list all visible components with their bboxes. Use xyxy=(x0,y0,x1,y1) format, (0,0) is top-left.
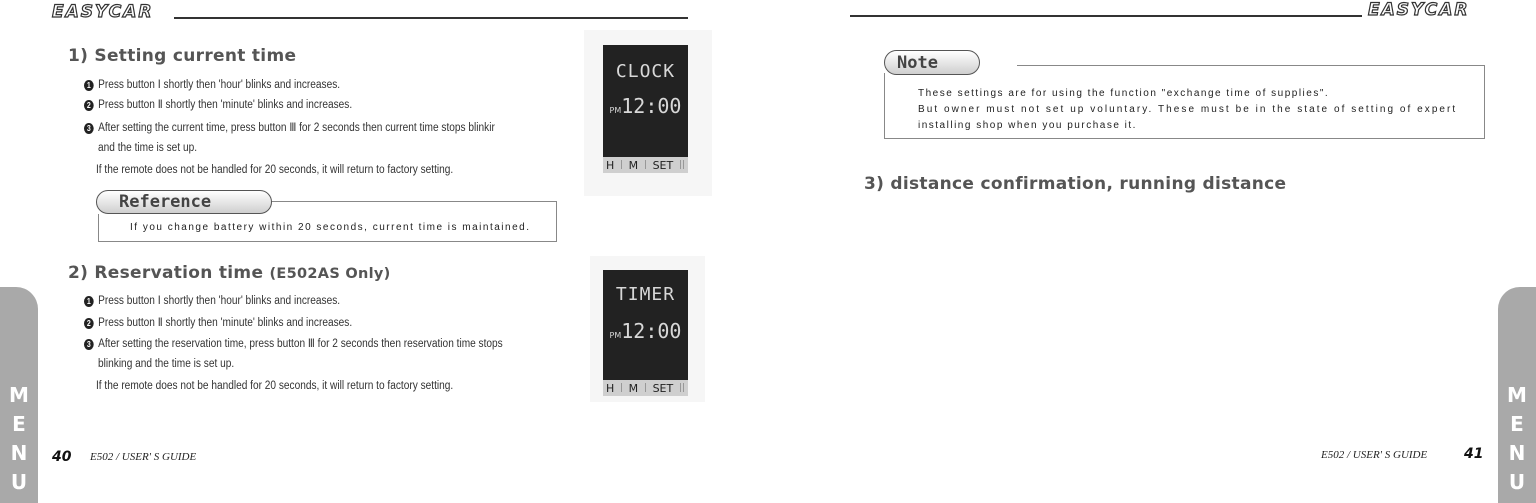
section-heading-distance: 3) distance confirmation, running distance xyxy=(864,174,1287,194)
step-text: After setting the current time, press button Ⅲ for 2 seconds then current time stops blinkir xyxy=(98,122,495,134)
lcd-title: CLOCK xyxy=(615,61,676,82)
lcd-ampm: PM xyxy=(609,106,622,115)
section-heading-reservation xyxy=(68,263,391,283)
brand-logo-right: EASYCAR xyxy=(1368,0,1470,20)
step-number: 2 xyxy=(84,318,94,329)
step-number: 2 xyxy=(84,100,94,111)
brand-logo-left: EASYCAR xyxy=(52,2,154,22)
footer-guide-left: E502 / USER' S GUIDE xyxy=(90,451,197,463)
lcd-minute-label: M xyxy=(628,158,639,172)
timeout-note: If the remote does not be handled for 20 seconds, it will return to factory setting. xyxy=(96,380,454,392)
step-text: Press button Ⅱ shortly then 'minute' blinks and increases. xyxy=(98,317,353,329)
lcd-button-bar: H | M | SET || xyxy=(603,157,688,173)
header-rule-right xyxy=(850,15,1362,17)
footer-guide-right: E502 / USER' S GUIDE xyxy=(1321,449,1428,461)
step-text: Press button Ⅰ shortly then 'hour' blinks and increases. xyxy=(98,79,341,91)
reference-text: If you change battery within 20 seconds, current time is maintained. xyxy=(130,222,531,233)
menu-letter: N xyxy=(10,441,28,465)
lcd-ampm: PM xyxy=(609,331,622,340)
reference-frame-top xyxy=(270,201,557,202)
step-number: 1 xyxy=(84,80,94,91)
menu-letter: N xyxy=(1508,441,1526,465)
note-frame-left xyxy=(884,73,885,139)
lcd-hour-label: H xyxy=(606,158,615,172)
header-rule-left xyxy=(174,17,688,19)
note-label-pill xyxy=(884,50,980,75)
menu-letter: M xyxy=(1507,383,1527,407)
step-number: 1 xyxy=(84,296,94,307)
lcd-button-bar: H | M | SET || xyxy=(603,380,688,396)
step-text: Press button Ⅱ shortly then 'minute' blinks and increases. xyxy=(98,99,353,111)
reference-frame-bottom xyxy=(98,241,557,242)
lcd-title: TIMER xyxy=(615,284,676,305)
note-frame-top xyxy=(1017,65,1485,66)
step-number: 3 xyxy=(84,123,94,134)
reference-frame-right xyxy=(556,201,557,242)
lcd-set-label: SET xyxy=(652,158,674,172)
step-item xyxy=(84,337,503,352)
note-frame-bottom xyxy=(884,138,1485,139)
reference-label-pill xyxy=(96,190,272,214)
page-number-left: 40 xyxy=(52,449,72,465)
step-number: 3 xyxy=(84,339,94,350)
note-line: installing shop when you purchase it. xyxy=(918,120,1137,131)
lcd-set-label: SET xyxy=(652,381,674,395)
section-heading-current-time: 1) Setting current time xyxy=(68,46,297,66)
note-line: But owner must not set up voluntary. These must be in the state of setting of expert xyxy=(918,104,1458,115)
lcd-hour-label: H xyxy=(606,381,615,395)
reference-frame-left xyxy=(98,214,99,242)
lcd-time: 12:00 xyxy=(621,319,682,343)
note-label: Note xyxy=(897,52,938,73)
heading-sub: (E502AS Only) xyxy=(269,266,391,282)
step-item xyxy=(84,121,495,136)
menu-letter: U xyxy=(1508,470,1526,494)
heading-main: 2) Reservation time xyxy=(68,263,264,283)
lcd-minute-label: M xyxy=(628,381,639,395)
step-item xyxy=(84,316,352,331)
menu-letter: M xyxy=(9,383,29,407)
menu-side-tab-right[interactable] xyxy=(1498,287,1536,503)
lcd-clock-display xyxy=(603,45,688,173)
step-text: After setting the reservation time, press button Ⅲ for 2 seconds then reservation time stops xyxy=(98,338,503,350)
reference-label: Reference xyxy=(119,192,212,212)
page-number-right: 41 xyxy=(1464,446,1484,462)
note-frame-right xyxy=(1484,65,1485,139)
step-continuation: and the time is set up. xyxy=(98,142,198,154)
step-text: Press button Ⅰ shortly then 'hour' blinks and increases. xyxy=(98,295,341,307)
menu-side-tab-left[interactable] xyxy=(0,287,38,503)
step-item xyxy=(84,78,340,93)
menu-letter: E xyxy=(12,412,26,436)
step-continuation: blinking and the time is set up. xyxy=(98,358,235,370)
step-item xyxy=(84,98,352,113)
menu-letter: U xyxy=(10,470,28,494)
step-item xyxy=(84,294,340,309)
menu-letter: E xyxy=(1510,412,1524,436)
timeout-note: If the remote does not be handled for 20 seconds, it will return to factory setting. xyxy=(96,164,454,176)
lcd-time: 12:00 xyxy=(621,94,682,118)
note-line: These settings are for using the function "exchange time of supplies". xyxy=(918,88,1330,99)
lcd-timer-display xyxy=(603,270,688,396)
